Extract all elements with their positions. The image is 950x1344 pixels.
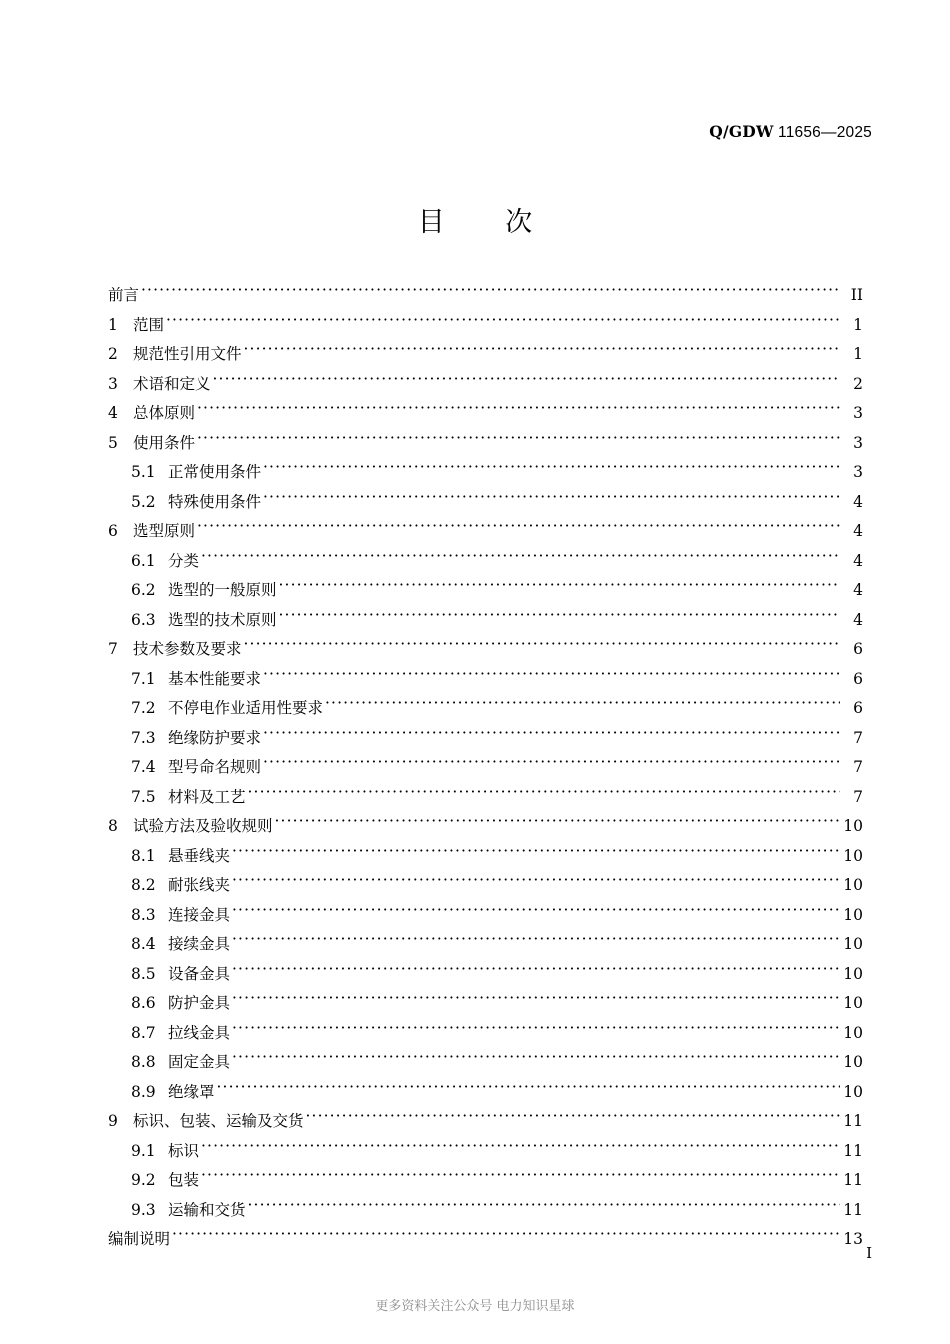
- toc-entry-number: 5: [108, 433, 118, 452]
- toc-entry-number: 6.1: [131, 551, 156, 570]
- toc-entry-number: 8.7: [131, 1023, 156, 1042]
- toc-dot-leader: [201, 1140, 840, 1156]
- toc-entry-page: 1: [853, 345, 863, 363]
- toc-entry-number: 8.5: [131, 964, 156, 983]
- toc-entry-number: 8.9: [131, 1082, 156, 1101]
- toc-dot-leader: [263, 491, 840, 507]
- toc-entry-number: 7.2: [131, 699, 156, 717]
- toc-entry-number: 1: [108, 315, 118, 334]
- toc-entry-number: 6.2: [131, 581, 156, 599]
- toc-entry-label: 固定金具: [168, 1053, 231, 1071]
- toc-entry-label: 连接金具: [168, 905, 231, 924]
- toc-entry-label: 绝缘罩: [168, 1082, 215, 1101]
- toc-entry-page: 10: [843, 964, 863, 983]
- toc-entry-number: 9.1: [131, 1141, 156, 1160]
- toc-entry[interactable]: [108, 1168, 863, 1198]
- toc-entry[interactable]: [108, 932, 863, 962]
- toc-entry-number: 8.2: [131, 876, 156, 894]
- toc-dot-leader: [279, 609, 840, 625]
- toc-dot-leader: [263, 757, 840, 773]
- toc-dot-leader: [263, 668, 840, 684]
- toc-dot-leader: [201, 550, 840, 566]
- toc-entry-number: 9: [108, 1112, 118, 1130]
- toc-entry-number: 8.8: [131, 1053, 156, 1071]
- toc-entry-page: 3: [853, 433, 863, 452]
- toc-entry-number: 5.1: [131, 463, 156, 481]
- toc-dot-leader: [248, 786, 840, 802]
- toc-entry-page: 10: [843, 905, 863, 924]
- toc-entry-page: 4: [853, 581, 863, 599]
- toc-entry-page: 7: [853, 758, 863, 776]
- toc-dot-leader: [232, 934, 840, 950]
- page-number: I: [866, 1244, 872, 1262]
- toc-entry[interactable]: [108, 962, 863, 992]
- toc-entry-label: 绝缘防护要求: [168, 728, 262, 747]
- toc-entry[interactable]: [108, 342, 863, 372]
- document-header: [709, 122, 872, 142]
- toc-entry[interactable]: [108, 1021, 863, 1051]
- toc-entry-label: 基本性能要求: [168, 669, 262, 688]
- toc-entry-page: 13: [843, 1230, 863, 1248]
- toc-entry-number: 7.4: [131, 758, 156, 776]
- toc-entry[interactable]: [108, 903, 863, 933]
- toc-entry-label: 运输和交货: [168, 1200, 246, 1219]
- toc-entry-label: 标识、包装、运输及交货: [133, 1112, 304, 1130]
- toc-entry-label: 包装: [168, 1171, 200, 1189]
- toc-entry[interactable]: [108, 667, 863, 697]
- toc-dot-leader: [248, 1199, 840, 1215]
- toc-entry-page: 10: [843, 1023, 863, 1042]
- standard-prefix: Q/GDW: [709, 122, 774, 141]
- toc-dot-leader: [213, 373, 840, 389]
- toc-entry-number: 8.3: [131, 905, 156, 924]
- toc-dot-leader: [325, 698, 840, 714]
- toc-dot-leader: [244, 344, 840, 360]
- toc-entry-page: 4: [853, 522, 863, 540]
- toc-entry[interactable]: [108, 460, 863, 490]
- standard-number: 11656—2025: [773, 124, 872, 141]
- toc-entry-label: 分类: [168, 551, 200, 570]
- toc-entry-label: 标识: [168, 1141, 200, 1160]
- toc-entry[interactable]: [108, 991, 863, 1021]
- toc-entry-label: 不停电作业适用性要求: [168, 699, 324, 717]
- toc-dot-leader: [141, 285, 840, 301]
- toc-entry-page: 3: [853, 463, 863, 481]
- toc-dot-leader: [172, 1229, 840, 1245]
- toc-entry-page: 3: [853, 404, 863, 422]
- toc-entry-number: 7.3: [131, 728, 156, 747]
- toc-dot-leader: [232, 1052, 840, 1068]
- page-title: 目 次: [417, 207, 559, 238]
- toc-entry-label: 选型的技术原则: [168, 610, 277, 629]
- toc-entry-label: 拉线金具: [168, 1023, 231, 1042]
- table-of-contents: [108, 283, 863, 1257]
- toc-dot-leader: [232, 1022, 840, 1038]
- toc-entry-label: 材料及工艺: [168, 787, 246, 806]
- toc-entry[interactable]: [108, 844, 863, 874]
- toc-entry-label: 试验方法及验收规则: [133, 817, 273, 835]
- toc-entry[interactable]: [108, 1109, 863, 1139]
- toc-dot-leader: [306, 1111, 840, 1127]
- toc-entry-page: 6: [853, 640, 863, 658]
- toc-entry-page: 10: [843, 876, 863, 894]
- toc-entry-number: 8: [108, 817, 118, 835]
- toc-entry[interactable]: [108, 283, 863, 313]
- toc-entry[interactable]: [108, 814, 863, 844]
- toc-entry-page: 7: [853, 728, 863, 747]
- toc-entry-label: 总体原则: [133, 404, 196, 422]
- toc-entry[interactable]: [108, 372, 863, 402]
- toc-dot-leader: [197, 432, 840, 448]
- toc-dot-leader: [244, 639, 840, 655]
- toc-entry[interactable]: [108, 1050, 863, 1080]
- toc-entry-page: 6: [853, 699, 863, 717]
- toc-entry-number: 7: [108, 640, 118, 658]
- toc-entry-label: 选型原则: [133, 522, 196, 540]
- toc-entry[interactable]: [108, 1227, 863, 1257]
- toc-dot-leader: [232, 904, 840, 920]
- toc-entry-page: 6: [853, 669, 863, 688]
- toc-entry-number: 9.2: [131, 1171, 156, 1189]
- toc-dot-leader: [166, 314, 840, 330]
- toc-entry-page: 10: [843, 935, 863, 953]
- toc-entry[interactable]: [108, 1198, 863, 1228]
- toc-entry-page: 4: [853, 610, 863, 629]
- toc-entry[interactable]: [108, 313, 863, 343]
- toc-dot-leader: [232, 993, 840, 1009]
- toc-entry-label: 术语和定义: [133, 374, 211, 393]
- toc-dot-leader: [232, 963, 840, 979]
- toc-entry[interactable]: [108, 578, 863, 608]
- toc-entry-number: 3: [108, 374, 118, 393]
- toc-entry-label: 范围: [133, 315, 165, 334]
- toc-entry[interactable]: [108, 490, 863, 520]
- toc-dot-leader: [232, 845, 840, 861]
- toc-dot-leader: [197, 403, 840, 419]
- toc-entry[interactable]: [108, 637, 863, 667]
- toc-entry-number: 7.1: [131, 669, 156, 688]
- toc-entry[interactable]: [108, 1080, 863, 1110]
- toc-entry-number: 2: [108, 345, 118, 363]
- toc-dot-leader: [197, 521, 840, 537]
- toc-entry[interactable]: [108, 519, 863, 549]
- toc-entry[interactable]: [108, 726, 863, 756]
- toc-entry-page: 11: [843, 1171, 863, 1189]
- toc-entry[interactable]: [108, 549, 863, 579]
- toc-entry-label: 前言: [108, 286, 140, 304]
- toc-dot-leader: [263, 462, 840, 478]
- toc-entry-label: 特殊使用条件: [168, 492, 262, 511]
- toc-entry-page: 4: [853, 492, 863, 511]
- toc-entry[interactable]: [108, 608, 863, 638]
- toc-entry-number: 8.6: [131, 994, 156, 1012]
- toc-dot-leader: [263, 727, 840, 743]
- toc-dot-leader: [232, 875, 840, 891]
- toc-entry-page: 4: [853, 551, 863, 570]
- toc-entry-number: 8.4: [131, 935, 156, 953]
- toc-entry[interactable]: [108, 401, 863, 431]
- toc-entry-label: 使用条件: [133, 433, 196, 452]
- toc-entry-label: 防护金具: [168, 994, 231, 1012]
- toc-entry-label: 编制说明: [108, 1230, 171, 1248]
- toc-entry-label: 型号命名规则: [168, 758, 262, 776]
- toc-entry-page: 11: [843, 1141, 863, 1160]
- toc-dot-leader: [217, 1081, 840, 1097]
- toc-entry-page: II: [850, 286, 863, 304]
- toc-entry-page: 2: [853, 374, 863, 393]
- toc-entry-number: 7.5: [131, 787, 156, 806]
- toc-entry[interactable]: [108, 785, 863, 815]
- toc-entry-label: 接续金具: [168, 935, 231, 953]
- toc-entry-number: 8.1: [131, 846, 156, 865]
- watermark-text: 更多资料关注公众号 电力知识星球: [375, 1299, 575, 1314]
- toc-entry-page: 1: [853, 315, 863, 334]
- toc-entry-page: 10: [843, 817, 863, 835]
- toc-entry-page: 10: [843, 1082, 863, 1101]
- toc-dot-leader: [275, 816, 840, 832]
- toc-entry-page: 10: [843, 994, 863, 1012]
- toc-entry-label: 技术参数及要求: [133, 640, 242, 658]
- toc-dot-leader: [279, 580, 840, 596]
- toc-entry-label: 选型的一般原则: [168, 581, 277, 599]
- toc-entry[interactable]: [108, 873, 863, 903]
- toc-entry-page: 11: [843, 1112, 863, 1130]
- toc-entry-number: 4: [108, 404, 118, 422]
- toc-entry-number: 9.3: [131, 1200, 156, 1219]
- toc-entry[interactable]: [108, 431, 863, 461]
- toc-entry-page: 10: [843, 846, 863, 865]
- toc-entry[interactable]: [108, 696, 863, 726]
- toc-entry[interactable]: [108, 1139, 863, 1169]
- toc-entry-page: 7: [853, 787, 863, 806]
- toc-entry-page: 11: [843, 1200, 863, 1219]
- toc-entry-number: 6: [108, 522, 118, 540]
- toc-entry-label: 设备金具: [168, 964, 231, 983]
- toc-entry[interactable]: [108, 755, 863, 785]
- toc-dot-leader: [201, 1170, 840, 1186]
- toc-entry-page: 10: [843, 1053, 863, 1071]
- toc-entry-label: 规范性引用文件: [133, 345, 242, 363]
- toc-entry-label: 正常使用条件: [168, 463, 262, 481]
- toc-entry-number: 6.3: [131, 610, 156, 629]
- toc-entry-label: 悬垂线夹: [168, 846, 231, 865]
- toc-entry-label: 耐张线夹: [168, 876, 231, 894]
- toc-entry-number: 5.2: [131, 492, 156, 511]
